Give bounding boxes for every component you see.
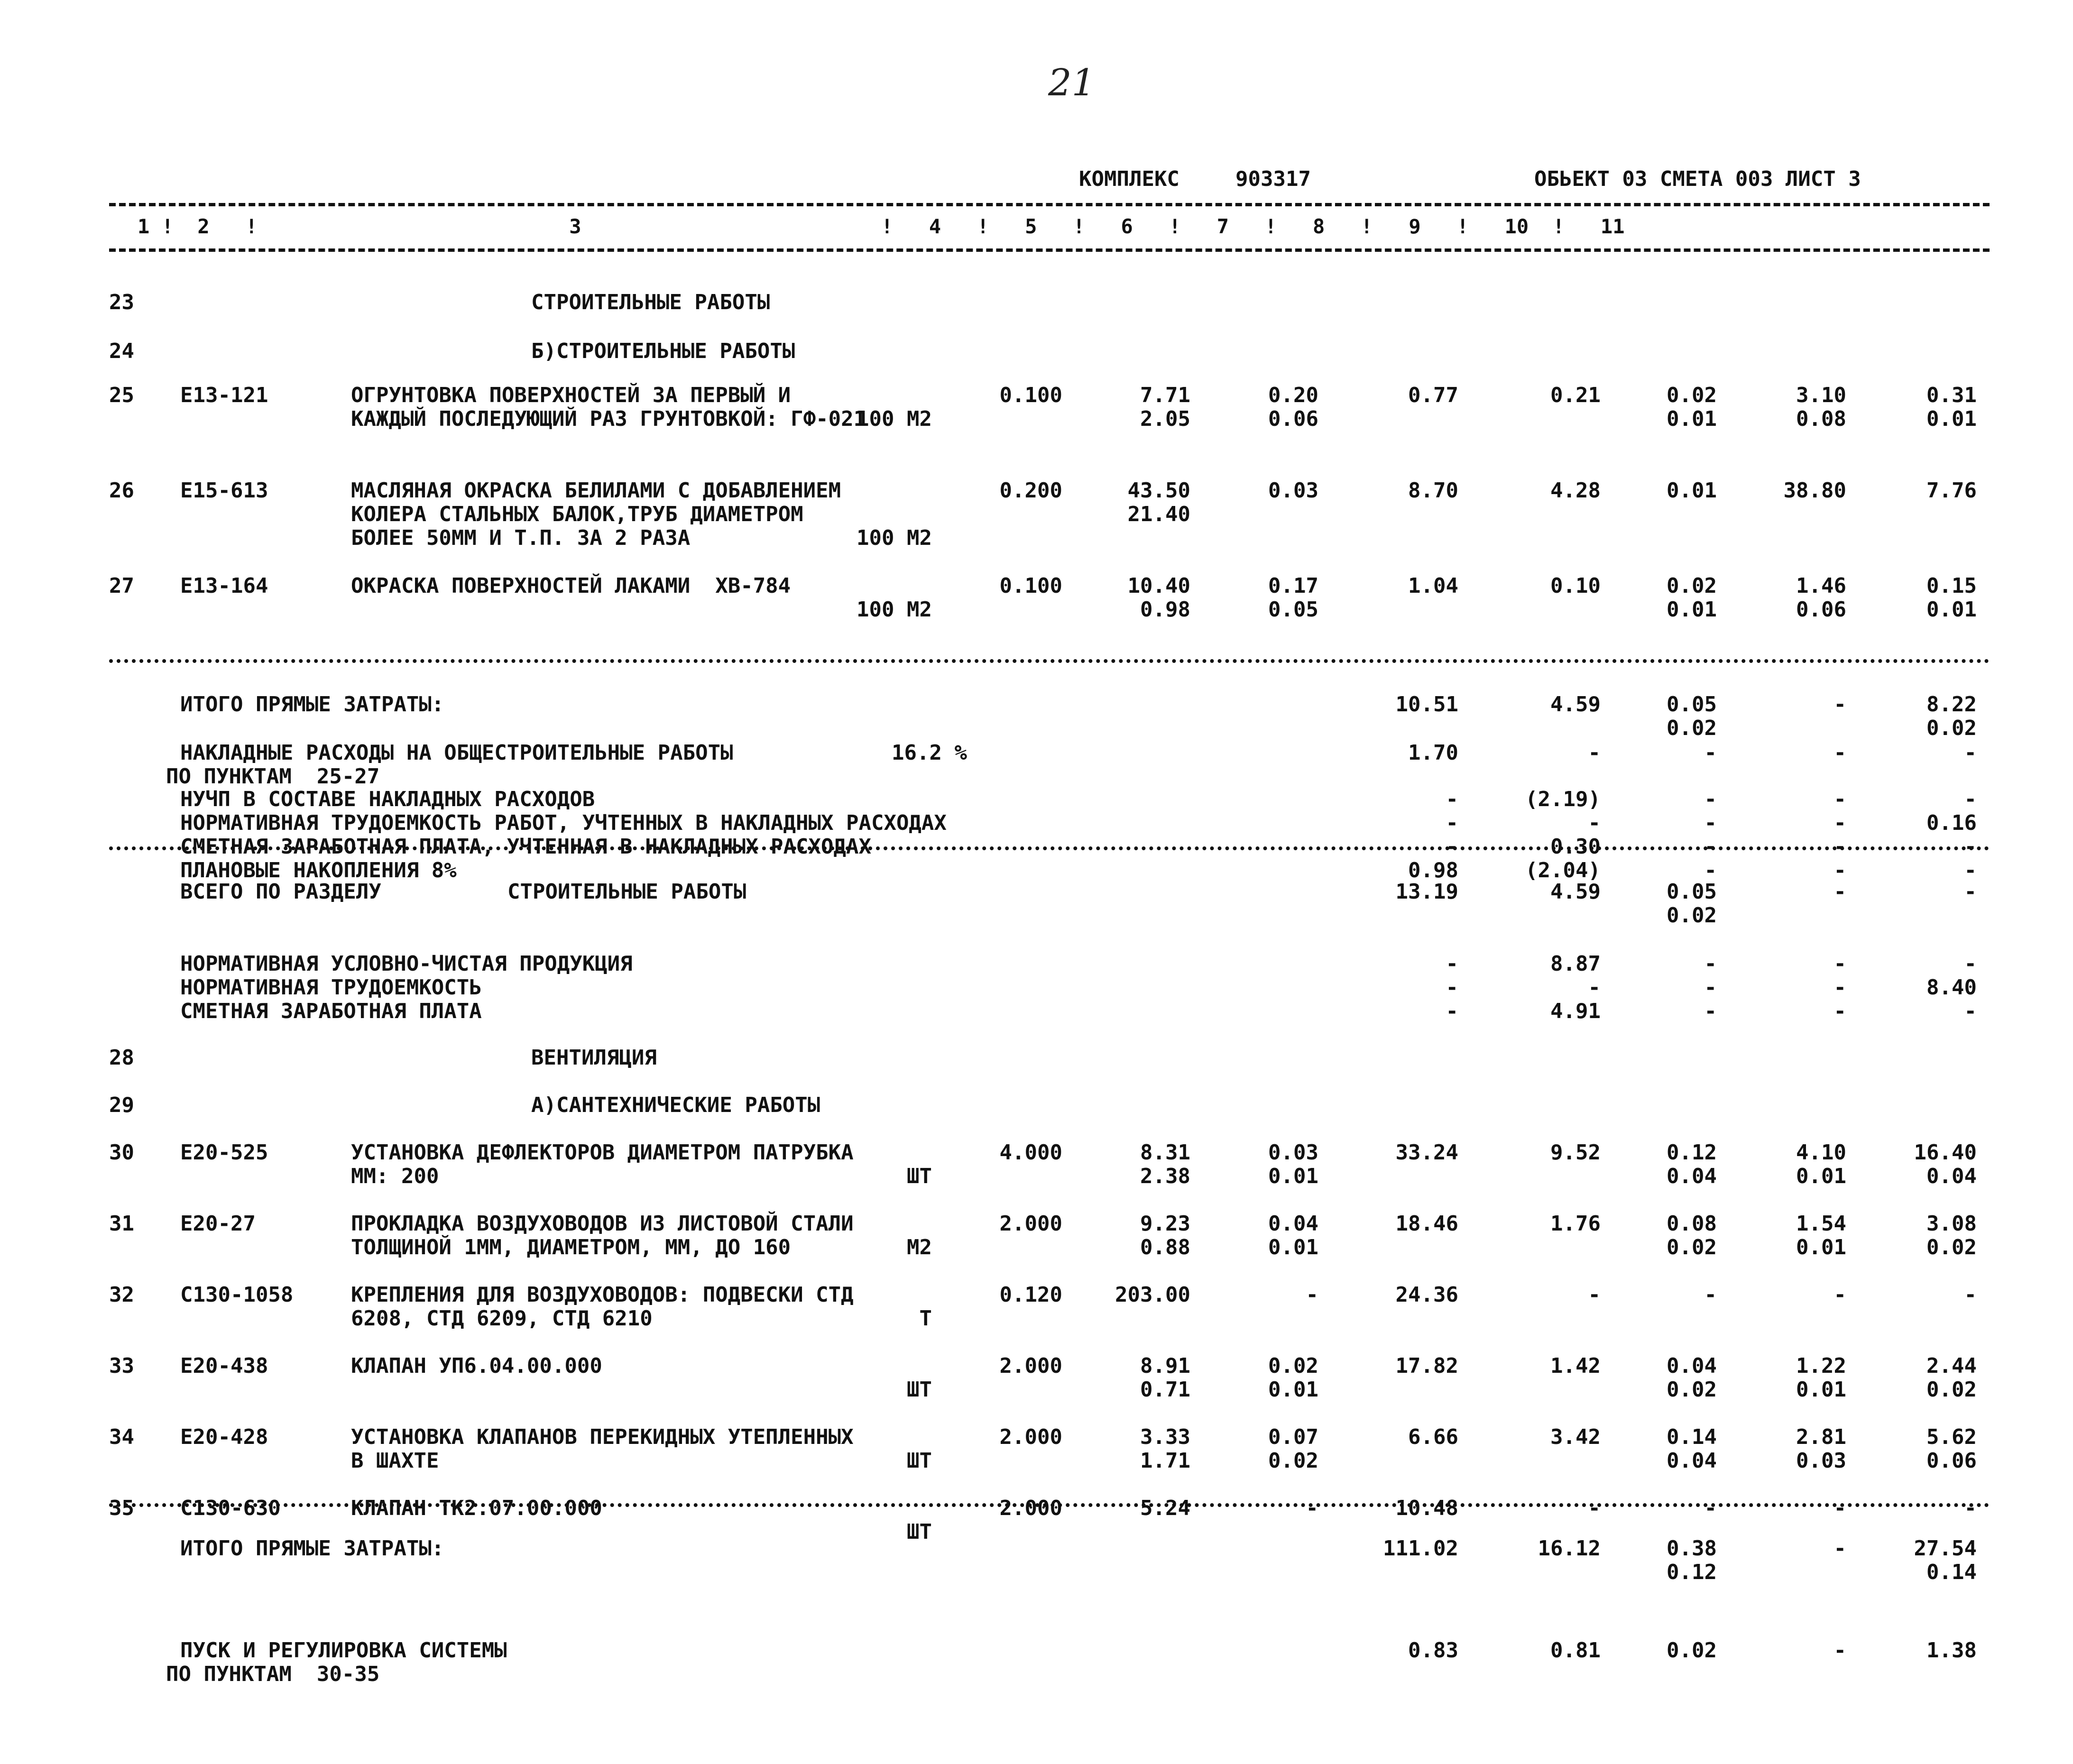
cell-col9: 0.04 (1667, 1449, 1717, 1473)
cell-col9: - (1704, 835, 1717, 859)
cell-col8: 0.10 (1550, 574, 1601, 598)
cell-col6: 0.05 (1268, 597, 1318, 622)
cell-col10: 1.46 (1796, 574, 1846, 598)
summary-label: НОРМАТИВНАЯ ТРУДОЕМКОСТЬ РАБОТ, УЧТЕННЫХ В НАКЛАДНЫХ РАСХОДАХ (180, 811, 947, 835)
row-number: 27 (109, 574, 134, 598)
cell-col10: - (1833, 880, 1846, 904)
cell-col9: 0.12 (1667, 1560, 1717, 1584)
cell-col9: 0.04 (1667, 1354, 1717, 1378)
cell-col8: 0.81 (1550, 1638, 1601, 1663)
section-title: СТРОИТЕЛЬНЫЕ РАБОТЫ (531, 290, 770, 314)
work-description: ОГРУНТОВКА ПОВЕРХНОСТЕЙ ЗА ПЕРВЫЙ И (351, 383, 791, 407)
cell-col11: 0.31 (1926, 383, 1977, 407)
cell-col11: 0.02 (1926, 1378, 1977, 1402)
cell-col9: 0.12 (1667, 1140, 1717, 1165)
section-name: СТРОИТЕЛЬНЫЕ РАБОТЫ (507, 880, 746, 904)
cell-col6: 0.06 (1268, 407, 1318, 431)
cell-col11: - (1964, 880, 1977, 904)
cell-col8: - (1588, 975, 1601, 1000)
cell-col10: - (1833, 858, 1846, 882)
row-number: 30 (109, 1140, 134, 1165)
cell-col8: - (1588, 811, 1601, 835)
work-description: ММ: 200 (351, 1164, 439, 1188)
cell-col5: 2.05 (1140, 407, 1190, 431)
cell-col11: 3.08 (1926, 1212, 1977, 1236)
unit-label: Т (919, 1306, 932, 1331)
cell-col5: 0.71 (1140, 1378, 1190, 1402)
cell-col11: 27.54 (1914, 1536, 1977, 1561)
cell-col7: - (1446, 999, 1458, 1023)
cell-col9: 0.38 (1667, 1536, 1717, 1561)
cell-col7: 8.70 (1408, 478, 1458, 503)
cell-col6: 0.20 (1268, 383, 1318, 407)
rate-code: Е20-525 (180, 1140, 268, 1165)
cell-col9: 0.05 (1667, 692, 1717, 717)
cell-col7: 33.24 (1395, 1140, 1458, 1165)
rate-code: Е20-27 (180, 1212, 256, 1236)
summary-label: НОРМАТИВНАЯ ТРУДОЕМКОСТЬ (180, 975, 482, 1000)
cell-col7: 1.70 (1408, 741, 1458, 765)
cell-col5: 8.31 (1140, 1140, 1190, 1165)
work-description: КРЕПЛЕНИЯ ДЛЯ ВОЗДУХОВОДОВ: ПОДВЕСКИ СТД (351, 1283, 854, 1307)
cell-col7: 1.04 (1408, 574, 1458, 598)
cell-col10: - (1833, 741, 1846, 765)
work-description: БОЛЕЕ 50ММ И Т.П. ЗА 2 РАЗА (351, 526, 691, 550)
unit-label: ШТ (907, 1378, 932, 1402)
cell-col7: - (1446, 835, 1458, 859)
cell-col11: 5.62 (1926, 1425, 1977, 1449)
cell-col10: 38.80 (1783, 478, 1846, 503)
work-description: МАСЛЯНАЯ ОКРАСКА БЕЛИЛАМИ С ДОБАВЛЕНИЕМ (351, 478, 841, 503)
cell-col5: 9.23 (1140, 1212, 1190, 1236)
row-number: 33 (109, 1354, 134, 1378)
summary-label: ПЛАНОВЫЕ НАКОПЛЕНИЯ 8% (180, 858, 457, 882)
cell-col10: - (1833, 1283, 1846, 1307)
rate-code: Е20-438 (180, 1354, 268, 1378)
cell-col5: 21.40 (1127, 502, 1190, 526)
cell-col10: - (1833, 835, 1846, 859)
cell-col7: 111.02 (1383, 1536, 1458, 1561)
cell-col10: - (1833, 975, 1846, 1000)
cell-col11: 1.38 (1926, 1638, 1977, 1663)
work-description: КЛАПАН УП6.04.00.000 (351, 1354, 602, 1378)
cell-col6: - (1306, 1496, 1318, 1520)
cell-col8: - (1588, 1496, 1601, 1520)
cell-col9: 0.01 (1667, 478, 1717, 503)
work-description: УСТАНОВКА КЛАПАНОВ ПЕРЕКИДНЫХ УТЕПЛЕННЫХ (351, 1425, 854, 1449)
cell-col7: 10.51 (1395, 692, 1458, 717)
cell-col5: 2.38 (1140, 1164, 1190, 1188)
cell-col8: - (1588, 1283, 1601, 1307)
cell-col8: 4.91 (1550, 999, 1601, 1023)
rate-code: Е20-428 (180, 1425, 268, 1449)
cell-col6: 0.01 (1268, 1164, 1318, 1188)
header-rule-top (109, 203, 1990, 206)
cell-col6: 0.03 (1268, 478, 1318, 503)
cell-col9: - (1704, 999, 1717, 1023)
cell-col9: 0.01 (1667, 407, 1717, 431)
work-description: КЛАПАН ТК2.07.00.000 (351, 1496, 602, 1520)
cell-col7: 0.83 (1408, 1638, 1458, 1663)
work-description: ТОЛЩИНОЙ 1ММ, ДИАМЕТРОМ, ММ, ДО 160 (351, 1235, 791, 1259)
cell-col9: 0.02 (1667, 1638, 1717, 1663)
cell-col7: 17.82 (1395, 1354, 1458, 1378)
cell-col10: - (1833, 1638, 1846, 1663)
section-title: Б)СТРОИТЕЛЬНЫЕ РАБОТЫ (531, 339, 795, 363)
cell-col9: 0.02 (1667, 1235, 1717, 1259)
rate-code: С130-1058 (180, 1283, 294, 1307)
cell-col11: 0.15 (1926, 574, 1977, 598)
cell-col8: (2.04) (1525, 858, 1601, 882)
cell-col10: 0.01 (1796, 1378, 1846, 1402)
cell-col8: 1.76 (1550, 1212, 1601, 1236)
rate-code: Е13-121 (180, 383, 268, 407)
cell-col6: 0.03 (1268, 1140, 1318, 1165)
cell-col10: 0.03 (1796, 1449, 1846, 1473)
cell-col11: 7.76 (1926, 478, 1977, 503)
cell-col5: 5.24 (1140, 1496, 1190, 1520)
cell-col11: 0.04 (1926, 1164, 1977, 1188)
row-number: 35 (109, 1496, 134, 1520)
cell-col10: 4.10 (1796, 1140, 1846, 1165)
cell-col9: 0.02 (1667, 574, 1717, 598)
cell-col4: 2.000 (999, 1496, 1062, 1520)
header-object-sheet: ОБЬЕКТ 03 СМЕТА 003 ЛИСТ 3 (1534, 167, 1861, 191)
row-number: 26 (109, 478, 134, 503)
work-description: ПРОКЛАДКА ВОЗДУХОВОДОВ ИЗ ЛИСТОВОЙ СТАЛИ (351, 1212, 854, 1236)
unit-label: ШТ (907, 1449, 932, 1473)
cell-col11: - (1964, 952, 1977, 976)
cell-col6: 0.07 (1268, 1425, 1318, 1449)
cell-col11: 0.01 (1926, 597, 1977, 622)
cell-col9: 0.04 (1667, 1164, 1717, 1188)
cell-col10: 1.22 (1796, 1354, 1846, 1378)
cell-col7: - (1446, 811, 1458, 835)
summary-label: СМЕТНАЯ ЗАРАБОТНАЯ ПЛАТА, УЧТЕННАЯ В НАКЛАДНЫХ РАСХОДАХ (180, 835, 871, 859)
column-header: 1 ! 2 ! 3 ! 4 ! 5 ! 6 ! 7 ! 8 ! 9 ! 10 ! 11 (138, 215, 1625, 238)
cell-col9: 0.02 (1667, 1378, 1717, 1402)
cell-col5: 3.33 (1140, 1425, 1190, 1449)
cell-col5: 43.50 (1127, 478, 1190, 503)
header-rule-bottom (109, 248, 1990, 252)
cell-col10: 0.06 (1796, 597, 1846, 622)
work-description: В ШАХТЕ (351, 1449, 439, 1473)
row-number: 25 (109, 383, 134, 407)
cell-col9: 0.02 (1667, 383, 1717, 407)
cell-col4: 0.100 (999, 383, 1062, 407)
cell-col10: 2.81 (1796, 1425, 1846, 1449)
cell-col7: 24.36 (1395, 1283, 1458, 1307)
row-number: 29 (109, 1093, 134, 1117)
cell-col10: - (1833, 787, 1846, 811)
cell-col11: 0.16 (1926, 811, 1977, 835)
row-number: 31 (109, 1212, 134, 1236)
cell-col10: 0.01 (1796, 1164, 1846, 1188)
summary-label: НАКЛАДНЫЕ РАСХОДЫ НА ОБЩЕСТРОИТЕЛЬНЫЕ РАБОТЫ (180, 741, 733, 765)
cell-col8: (2.19) (1525, 787, 1601, 811)
cell-col9: - (1704, 858, 1717, 882)
work-description: 6208, СТД 6209, СТД 6210 (351, 1306, 653, 1331)
cell-col10: 0.08 (1796, 407, 1846, 431)
unit-label: 100 М2 (857, 597, 932, 622)
cell-col10: 3.10 (1796, 383, 1846, 407)
unit-label: М2 (907, 1235, 932, 1259)
cell-col4: 2.000 (999, 1354, 1062, 1378)
cell-col10: - (1833, 952, 1846, 976)
row-number: 23 (109, 290, 134, 314)
cell-col8: 4.59 (1550, 880, 1601, 904)
cell-col9: 0.02 (1667, 716, 1717, 740)
rate-code: С130-630 (180, 1496, 281, 1520)
cell-col9: - (1704, 741, 1717, 765)
summary-label: НОРМАТИВНАЯ УСЛОВНО-ЧИСТАЯ ПРОДУКЦИЯ (180, 952, 633, 976)
cell-col7: 0.77 (1408, 383, 1458, 407)
cell-col9: - (1704, 1496, 1717, 1520)
work-description: КОЛЕРА СТАЛЬНЫХ БАЛОК,ТРУБ ДИАМЕТРОМ (351, 502, 803, 526)
cell-col11: 0.06 (1926, 1449, 1977, 1473)
cell-col9: 0.08 (1667, 1212, 1717, 1236)
cell-col8: 9.52 (1550, 1140, 1601, 1165)
cell-col11: - (1964, 999, 1977, 1023)
header-complex-code: 903317 (1235, 167, 1311, 191)
cell-col8: 0.21 (1550, 383, 1601, 407)
cell-col9: 0.14 (1667, 1425, 1717, 1449)
cell-col9: - (1704, 1283, 1717, 1307)
cell-col10: - (1833, 692, 1846, 717)
cell-col9: - (1704, 811, 1717, 835)
cell-col10: - (1833, 1496, 1846, 1520)
cell-col10: 0.01 (1796, 1235, 1846, 1259)
page-number: 21 (1048, 62, 1096, 104)
cell-col4: 0.120 (999, 1283, 1062, 1307)
cell-col7: 13.19 (1395, 880, 1458, 904)
cell-col10: 1.54 (1796, 1212, 1846, 1236)
cell-col7: - (1446, 975, 1458, 1000)
cell-col11: - (1964, 858, 1977, 882)
cell-col11: - (1964, 1283, 1977, 1307)
work-description: КАЖДЫЙ ПОСЛЕДУЮЩИЙ РАЗ ГРУНТОВКОЙ: ГФ-021 (351, 407, 866, 431)
summary-label: ИТОГО ПРЯМЫЕ ЗАТРАТЫ: (180, 692, 444, 717)
unit-label: ШТ (907, 1520, 932, 1544)
row-number: 28 (109, 1046, 134, 1070)
cell-col7: - (1446, 952, 1458, 976)
cell-col8: 1.42 (1550, 1354, 1601, 1378)
cell-col8: 4.59 (1550, 692, 1601, 717)
dotted-separator (109, 659, 1990, 663)
cell-col11: 2.44 (1926, 1354, 1977, 1378)
cell-col5: 10.40 (1127, 574, 1190, 598)
cell-col7: 18.46 (1395, 1212, 1458, 1236)
cell-col7: 10.48 (1395, 1496, 1458, 1520)
unit-label: 100 М2 (857, 407, 932, 431)
cell-col4: 2.000 (999, 1425, 1062, 1449)
rate-code: Е13-164 (180, 574, 268, 598)
summary-label: ПУСК И РЕГУЛИРОВКА СИСТЕМЫ (180, 1638, 507, 1663)
cell-col8: - (1588, 741, 1601, 765)
cell-col10: - (1833, 1536, 1846, 1561)
cell-col5: 0.88 (1140, 1235, 1190, 1259)
cell-col8: 16.12 (1538, 1536, 1601, 1561)
cell-col11: - (1964, 1496, 1977, 1520)
cell-col9: - (1704, 975, 1717, 1000)
unit-label: 100 М2 (857, 526, 932, 550)
cell-col9: 0.05 (1667, 880, 1717, 904)
cell-col5: 203.00 (1115, 1283, 1190, 1307)
cell-col6: 0.01 (1268, 1378, 1318, 1402)
cell-col6: 0.02 (1268, 1354, 1318, 1378)
overhead-percent: 16.2 % (892, 741, 967, 765)
cell-col11: - (1964, 835, 1977, 859)
summary-label: НУЧП В СОСТАВЕ НАКЛАДНЫХ РАСХОДОВ (180, 787, 595, 811)
cell-col8: 8.87 (1550, 952, 1601, 976)
summary-label: СМЕТНАЯ ЗАРАБОТНАЯ ПЛАТА (180, 999, 482, 1023)
cell-col9: - (1704, 952, 1717, 976)
cell-col4: 0.200 (999, 478, 1062, 503)
cell-col11: - (1964, 787, 1977, 811)
cell-col10: - (1833, 811, 1846, 835)
cell-col9: 0.01 (1667, 597, 1717, 622)
cell-col5: 0.98 (1140, 597, 1190, 622)
summary-label: ИТОГО ПРЯМЫЕ ЗАТРАТЫ: (180, 1536, 444, 1561)
cell-col4: 2.000 (999, 1212, 1062, 1236)
cell-col4: 0.100 (999, 574, 1062, 598)
cell-col11: 0.14 (1926, 1560, 1977, 1584)
cell-col10: - (1833, 999, 1846, 1023)
rate-code: Е15-613 (180, 478, 268, 503)
cell-col5: 7.71 (1140, 383, 1190, 407)
cell-col11: 8.22 (1926, 692, 1977, 717)
cell-col11: 0.02 (1926, 1235, 1977, 1259)
cell-col11: 8.40 (1926, 975, 1977, 1000)
section-title: А)САНТЕХНИЧЕСКИЕ РАБОТЫ (531, 1093, 820, 1117)
cell-col9: 0.02 (1667, 903, 1717, 928)
cell-col6: 0.02 (1268, 1449, 1318, 1473)
work-description: ОКРАСКА ПОВЕРХНОСТЕЙ ЛАКАМИ ХВ-784 (351, 574, 791, 598)
cell-col5: 1.71 (1140, 1449, 1190, 1473)
cell-col8: 4.28 (1550, 478, 1601, 503)
cell-col6: 0.17 (1268, 574, 1318, 598)
cell-col4: 4.000 (999, 1140, 1062, 1165)
cell-col11: 16.40 (1914, 1140, 1977, 1165)
summary-label: ПО ПУНКТАМ 25-27 (166, 764, 380, 789)
row-number: 34 (109, 1425, 134, 1449)
cell-col8: 0.30 (1550, 835, 1601, 859)
section-title: ВЕНТИЛЯЦИЯ (531, 1046, 657, 1070)
cell-col8: 3.42 (1550, 1425, 1601, 1449)
cell-col6: 0.01 (1268, 1235, 1318, 1259)
cell-col11: - (1964, 741, 1977, 765)
cell-col6: - (1306, 1283, 1318, 1307)
row-number: 32 (109, 1283, 134, 1307)
header-complex-label: КОМПЛЕКС (1079, 167, 1179, 191)
cell-col11: 0.01 (1926, 407, 1977, 431)
cell-col7: 0.98 (1408, 858, 1458, 882)
cell-col7: 6.66 (1408, 1425, 1458, 1449)
unit-label: ШТ (907, 1164, 932, 1188)
summary-label: ВСЕГО ПО РАЗДЕЛУ (180, 880, 381, 904)
work-description: УСТАНОВКА ДЕФЛЕКТОРОВ ДИАМЕТРОМ ПАТРУБКА (351, 1140, 854, 1165)
summary-label: ПО ПУНКТАМ 30-35 (166, 1662, 380, 1686)
cell-col11: 0.02 (1926, 716, 1977, 740)
row-number: 24 (109, 339, 134, 363)
cell-col6: 0.04 (1268, 1212, 1318, 1236)
cell-col9: - (1704, 787, 1717, 811)
cell-col7: - (1446, 787, 1458, 811)
cell-col5: 8.91 (1140, 1354, 1190, 1378)
